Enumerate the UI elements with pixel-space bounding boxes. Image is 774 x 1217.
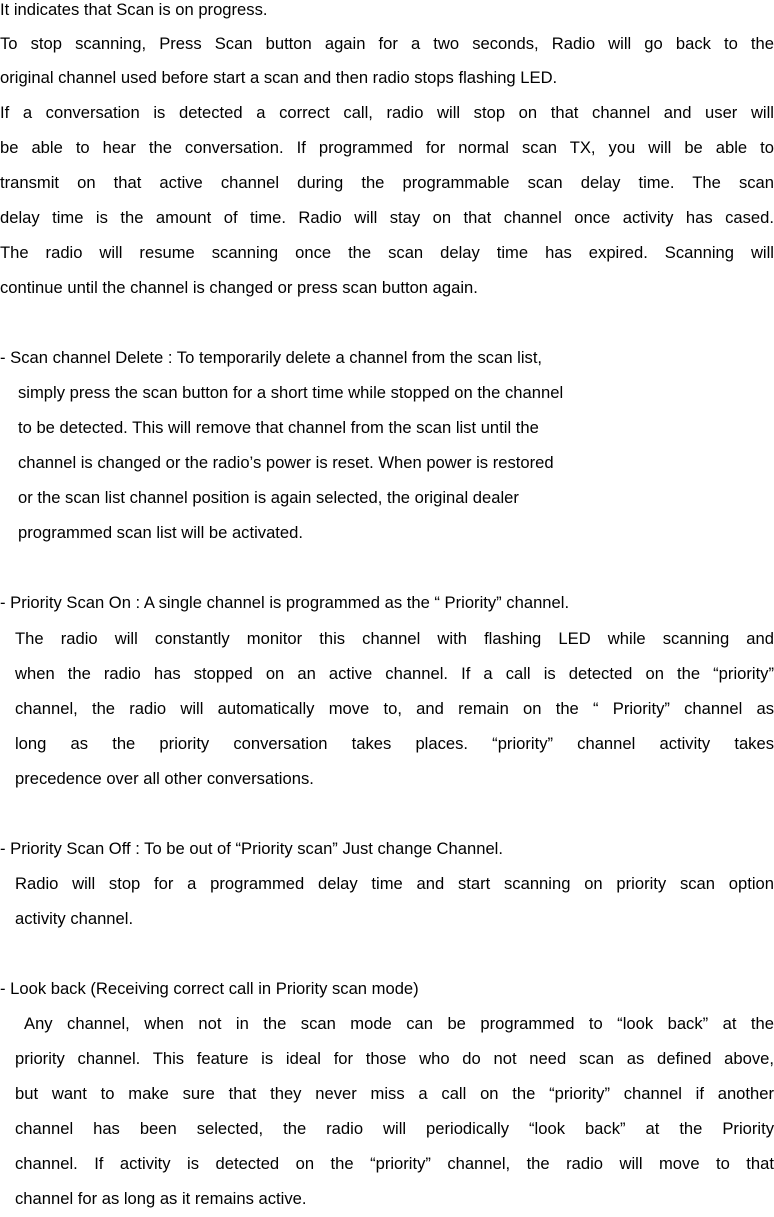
section-line: programmed scan list will be activated. xyxy=(18,523,303,542)
intro-line: transmit on that active channel during the programmable scan delay time. The scan xyxy=(0,173,774,192)
section-line: to be detected. This will remove that channel from the scan list until the xyxy=(18,418,539,437)
intro-line: If a conversation is detected a correct call, radio will stop on that channel and user will xyxy=(0,103,774,122)
section-line: Any channel, when not in the scan mode can be programmed to “look back” at the xyxy=(24,1014,774,1033)
intro-line: It indicates that Scan is on progress. xyxy=(0,0,268,19)
section-line: activity channel. xyxy=(15,909,134,928)
intro-line: be able to hear the conversation. If programmed for normal scan TX, you will be able to xyxy=(0,138,774,157)
section-line: Radio will stop for a programmed delay time and start scanning on priority scan option xyxy=(15,874,774,893)
section-line: channel is changed or the radio’s power is reset. When power is restored xyxy=(18,453,554,472)
intro-line: delay time is the amount of time. Radio will stay on that channel once activity has cased. xyxy=(0,208,774,227)
section-heading: - Priority Scan Off : To be out of “Priority scan” Just change Channel. xyxy=(0,839,503,858)
section-line: priority channel. This feature is ideal for those who do not need scan as defined above, xyxy=(15,1049,774,1068)
section-line: simply press the scan button for a short time while stopped on the channel xyxy=(18,383,564,402)
section-heading: - Scan channel Delete : To temporarily delete a channel from the scan list, xyxy=(0,348,543,367)
intro-line: continue until the channel is changed or press scan button again. xyxy=(0,278,478,297)
section-line: channel for as long as it remains active. xyxy=(15,1189,307,1208)
section-line: or the scan list channel position is again selected, the original dealer xyxy=(18,488,519,507)
section-line: channel has been selected, the radio will periodically “look back” at the Priority xyxy=(15,1119,774,1138)
section-line: but want to make sure that they never miss a call on the “priority” channel if another xyxy=(15,1084,774,1103)
intro-line: The radio will resume scanning once the scan delay time has expired. Scanning will xyxy=(0,243,774,262)
intro-line: original channel used before start a scan and then radio stops flashing LED. xyxy=(0,68,558,87)
section-line: when the radio has stopped on an active channel. If a call is detected on the “priority” xyxy=(15,664,774,683)
section-heading: - Look back (Receiving correct call in Priority scan mode) xyxy=(0,979,419,998)
section-line: long as the priority conversation takes places. “priority” channel activity takes xyxy=(15,734,774,753)
section-line: channel, the radio will automatically move to, and remain on the “ Priority” channel as xyxy=(15,699,774,718)
section-line: channel. If activity is detected on the “priority” channel, the radio will move to that xyxy=(15,1154,774,1173)
section-line: The radio will constantly monitor this channel with flashing LED while scanning and xyxy=(15,629,774,648)
intro-line: To stop scanning, Press Scan button again for a two seconds, Radio will go back to the xyxy=(0,34,774,53)
section-heading: - Priority Scan On : A single channel is programmed as the “ Priority” channel. xyxy=(0,593,570,612)
section-line: precedence over all other conversations. xyxy=(15,769,314,788)
